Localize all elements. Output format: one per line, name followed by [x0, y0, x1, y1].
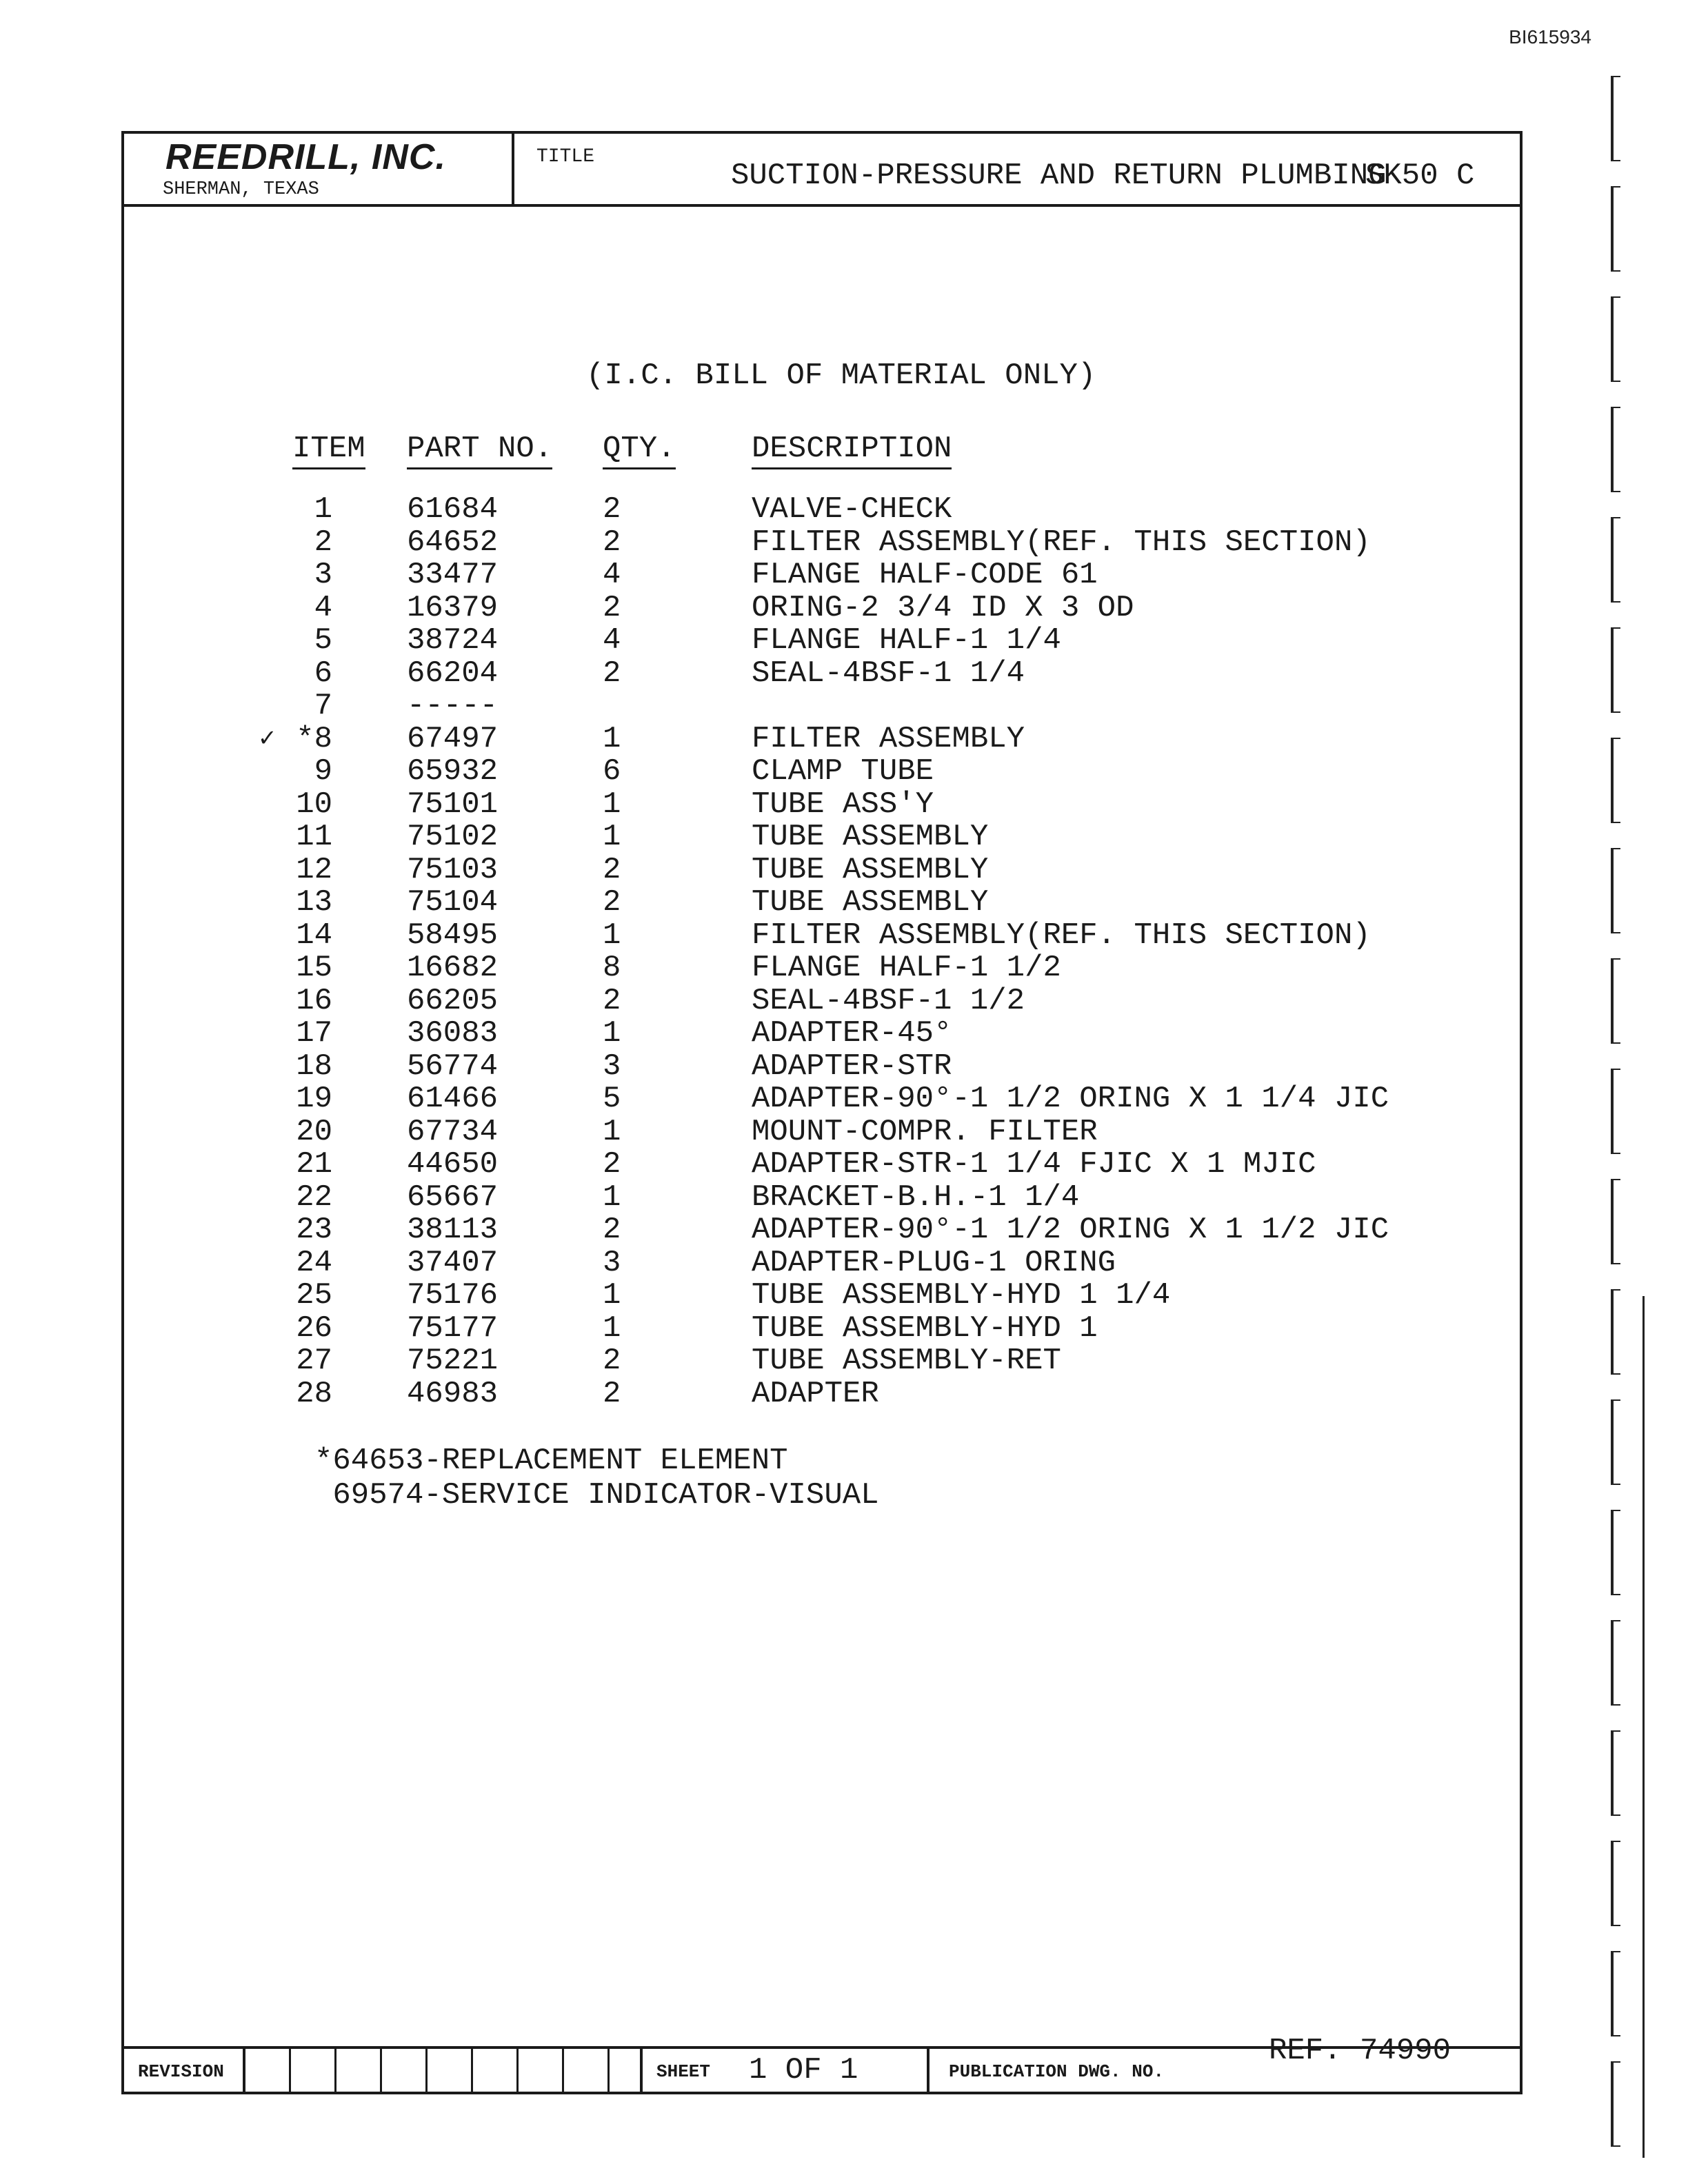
part-number: 65667: [407, 1180, 499, 1215]
part-number: 61684: [407, 492, 499, 527]
table-row: [124, 1049, 1520, 1082]
note-service-indicator: 69574-SERVICE INDICATOR-VISUAL: [314, 1478, 879, 1513]
binder-mark: [1611, 1179, 1620, 1264]
description: ADAPTER-45°: [752, 1016, 952, 1051]
quantity: 3: [603, 1245, 621, 1280]
item-number: 25: [296, 1278, 332, 1313]
parts-list: [124, 492, 1520, 1409]
binder-mark: [1611, 1951, 1620, 2036]
binder-mark: [1611, 1730, 1620, 1816]
quantity: 2: [603, 1376, 621, 1411]
quantity: 5: [603, 1082, 621, 1116]
company-location: SHERMAN, TEXAS: [163, 179, 319, 200]
drawing-code: SK50 C: [1365, 159, 1475, 193]
table-row: [124, 1246, 1520, 1279]
part-number: 75102: [407, 820, 499, 854]
part-number: 58495: [407, 918, 499, 953]
revision-box: [519, 2049, 564, 2092]
description: ADAPTER-STR-1 1/4 FJIC X 1 MJIC: [752, 1147, 1316, 1182]
description: TUBE ASS'Y: [752, 787, 934, 822]
table-row: [124, 656, 1520, 689]
subtitle: (I.C. BILL OF MATERIAL ONLY): [586, 358, 1096, 393]
drawing-frame: [121, 131, 1523, 2094]
table-row: [124, 820, 1520, 853]
quantity: 3: [603, 1049, 621, 1084]
description: TUBE ASSEMBLY: [752, 885, 989, 920]
binder-mark: [1611, 738, 1620, 823]
item-number: 22: [296, 1180, 332, 1215]
description: TUBE ASSEMBLY-HYD 1: [752, 1311, 1098, 1346]
table-row: [124, 1115, 1520, 1148]
revision-box: [473, 2049, 519, 2092]
column-header-description: DESCRIPTION: [752, 432, 952, 469]
item-number: *8: [296, 721, 332, 756]
description: FILTER ASSEMBLY(REF. THIS SECTION): [752, 525, 1371, 560]
part-number: 33477: [407, 558, 499, 592]
item-number: 6: [314, 656, 332, 691]
table-row: [124, 1344, 1520, 1377]
note-replacement-element: *64653-REPLACEMENT ELEMENT: [314, 1444, 788, 1478]
table-row: [124, 787, 1520, 820]
quantity: 4: [603, 558, 621, 592]
binder-mark: [1611, 848, 1620, 933]
quantity: 8: [603, 951, 621, 985]
description: ADAPTER-90°-1 1/2 ORING X 1 1/4 JIC: [752, 1082, 1389, 1116]
sheet-cell: [640, 2049, 930, 2092]
title-label: TITLE: [536, 146, 595, 168]
description: SEAL-4BSF-1 1/4: [752, 656, 1025, 691]
description: ADAPTER-STR: [752, 1049, 952, 1084]
check-mark-icon: ✓: [259, 724, 275, 754]
table-row: [124, 722, 1520, 755]
revision-label: REVISION: [124, 2049, 245, 2092]
description: FLANGE HALF-CODE 61: [752, 558, 1098, 592]
quantity: 1: [603, 1180, 621, 1215]
part-number: 75103: [407, 852, 499, 887]
part-number: 65932: [407, 754, 499, 789]
binder-mark: [1611, 1399, 1620, 1485]
part-number: 16379: [407, 590, 499, 625]
item-number: 10: [296, 787, 332, 822]
description: TUBE ASSEMBLY: [752, 820, 989, 854]
part-number: 67497: [407, 721, 499, 756]
table-row: [124, 591, 1520, 624]
table-row: [124, 1180, 1520, 1213]
item-number: 28: [296, 1376, 332, 1411]
quantity: 2: [603, 983, 621, 1018]
part-number: 75177: [407, 1311, 499, 1346]
quantity: 1: [603, 820, 621, 854]
quantity: 1: [603, 787, 621, 822]
item-number: 5: [314, 623, 332, 658]
company-cell: [124, 134, 514, 204]
binder-mark: [1611, 517, 1620, 603]
sheet-label: SHEET: [656, 2061, 711, 2082]
part-number: 75104: [407, 885, 499, 920]
table-row: [124, 689, 1520, 722]
revision-box: [382, 2049, 428, 2092]
item-number: 11: [296, 820, 332, 854]
description: VALVE-CHECK: [752, 492, 952, 527]
binder-mark: [1611, 296, 1620, 382]
description: FILTER ASSEMBLY: [752, 721, 1025, 756]
sheet-value: 1 OF 1: [749, 2053, 858, 2087]
description: ADAPTER-90°-1 1/2 ORING X 1 1/2 JIC: [752, 1213, 1389, 1247]
table-row: [124, 853, 1520, 886]
item-number: 13: [296, 885, 332, 920]
part-number: 75176: [407, 1278, 499, 1313]
table-row: [124, 885, 1520, 918]
binder-mark: [1611, 186, 1620, 272]
quantity: 6: [603, 754, 621, 789]
part-number: 38113: [407, 1213, 499, 1247]
item-number: 3: [314, 558, 332, 592]
company-name: REEDRILL, INC.: [165, 137, 446, 177]
table-row: [124, 951, 1520, 984]
part-number: 16682: [407, 951, 499, 985]
item-number: 27: [296, 1344, 332, 1378]
item-number: 1: [314, 492, 332, 527]
binder-mark: [1611, 1841, 1620, 1926]
table-row: [124, 525, 1520, 558]
publication-dwg-label: PUBLICATION DWG. NO.: [949, 2061, 1165, 2082]
quantity: 1: [603, 918, 621, 953]
item-number: 4: [314, 590, 332, 625]
part-number: 56774: [407, 1049, 499, 1084]
part-number: 75101: [407, 787, 499, 822]
quantity: 1: [603, 1311, 621, 1346]
column-header-part-no: PART NO.: [407, 432, 552, 469]
binder-mark: [1611, 2061, 1620, 2147]
binder-mark: [1611, 1510, 1620, 1595]
binder-mark: [1611, 627, 1620, 713]
table-row: [124, 1278, 1520, 1311]
quantity: 2: [603, 885, 621, 920]
quantity: 2: [603, 852, 621, 887]
quantity: 2: [603, 1344, 621, 1378]
quantity: 2: [603, 656, 621, 691]
description: TUBE ASSEMBLY-RET: [752, 1344, 1061, 1378]
part-number: 38724: [407, 623, 499, 658]
item-number: 14: [296, 918, 332, 953]
quantity: 2: [603, 590, 621, 625]
part-number: -----: [407, 689, 499, 723]
column-header-item: ITEM: [292, 432, 365, 469]
item-number: 24: [296, 1245, 332, 1280]
binder-mark: [1611, 958, 1620, 1044]
item-number: 21: [296, 1147, 332, 1182]
revision-box: [564, 2049, 610, 2092]
quantity: 2: [603, 525, 621, 560]
description: ORING-2 3/4 ID X 3 OD: [752, 590, 1134, 625]
part-number: 64652: [407, 525, 499, 560]
table-row: [124, 1213, 1520, 1246]
item-number: 15: [296, 951, 332, 985]
table-row: [124, 492, 1520, 525]
table-row: [124, 558, 1520, 591]
part-number: 36083: [407, 1016, 499, 1051]
quantity: 2: [603, 492, 621, 527]
reference-number: REF. 74990: [1269, 2034, 1451, 2068]
revision-box: [291, 2049, 336, 2092]
description: ADAPTER: [752, 1376, 879, 1411]
revision-box: [245, 2049, 291, 2092]
quantity: 1: [603, 721, 621, 756]
footer-block: [124, 2046, 1520, 2092]
description: FLANGE HALF-1 1/2: [752, 951, 1061, 985]
binder-mark: [1611, 1289, 1620, 1375]
part-number: 44650: [407, 1147, 499, 1182]
column-header-qty: QTY.: [603, 432, 676, 469]
quantity: 4: [603, 623, 621, 658]
quantity: 1: [603, 1016, 621, 1051]
table-row: [124, 1377, 1520, 1410]
notes: [314, 1444, 879, 1513]
table-row: [124, 1082, 1520, 1115]
item-number: 19: [296, 1082, 332, 1116]
item-number: 20: [296, 1114, 332, 1149]
description: ADAPTER-PLUG-1 ORING: [752, 1245, 1116, 1280]
table-row: [124, 918, 1520, 951]
description: FLANGE HALF-1 1/4: [752, 623, 1061, 658]
item-number: 23: [296, 1213, 332, 1247]
title-block: [124, 134, 1520, 207]
part-number: 67734: [407, 1114, 499, 1149]
item-number: 18: [296, 1049, 332, 1084]
description: FILTER ASSEMBLY(REF. THIS SECTION): [752, 918, 1371, 953]
table-row: [124, 984, 1520, 1017]
item-number: 9: [314, 754, 332, 789]
description: TUBE ASSEMBLY-HYD 1 1/4: [752, 1278, 1171, 1313]
quantity: 2: [603, 1213, 621, 1247]
part-number: 61466: [407, 1082, 499, 1116]
binder-mark: [1611, 1620, 1620, 1706]
binder-mark: [1611, 76, 1620, 161]
document-title: SUCTION-PRESSURE AND RETURN PLUMBING: [731, 159, 1387, 193]
table-row: [124, 623, 1520, 656]
document-id: BI615934: [1509, 26, 1591, 48]
binder-mark: [1611, 407, 1620, 492]
page-edge-line: [1642, 1296, 1645, 2158]
description: SEAL-4BSF-1 1/2: [752, 983, 1025, 1018]
quantity: 1: [603, 1278, 621, 1313]
description: MOUNT-COMPR. FILTER: [752, 1114, 1098, 1149]
table-row: [124, 754, 1520, 787]
item-number: 26: [296, 1311, 332, 1346]
part-number: 75221: [407, 1344, 499, 1378]
item-number: 16: [296, 983, 332, 1018]
revision-box: [336, 2049, 382, 2092]
quantity: 2: [603, 1147, 621, 1182]
part-number: 46983: [407, 1376, 499, 1411]
quantity: 1: [603, 1114, 621, 1149]
part-number: 66204: [407, 656, 499, 691]
binder-mark: [1611, 1069, 1620, 1154]
part-number: 37407: [407, 1245, 499, 1280]
table-row: [124, 1016, 1520, 1049]
description: TUBE ASSEMBLY: [752, 852, 989, 887]
table-row: [124, 1311, 1520, 1344]
item-number: 12: [296, 852, 332, 887]
description: CLAMP TUBE: [752, 754, 934, 789]
item-number: 17: [296, 1016, 332, 1051]
table-row: [124, 1147, 1520, 1180]
part-number: 66205: [407, 983, 499, 1018]
description: BRACKET-B.H.-1 1/4: [752, 1180, 1080, 1215]
item-number: 2: [314, 525, 332, 560]
revision-box: [428, 2049, 473, 2092]
item-number: 7: [314, 689, 332, 723]
